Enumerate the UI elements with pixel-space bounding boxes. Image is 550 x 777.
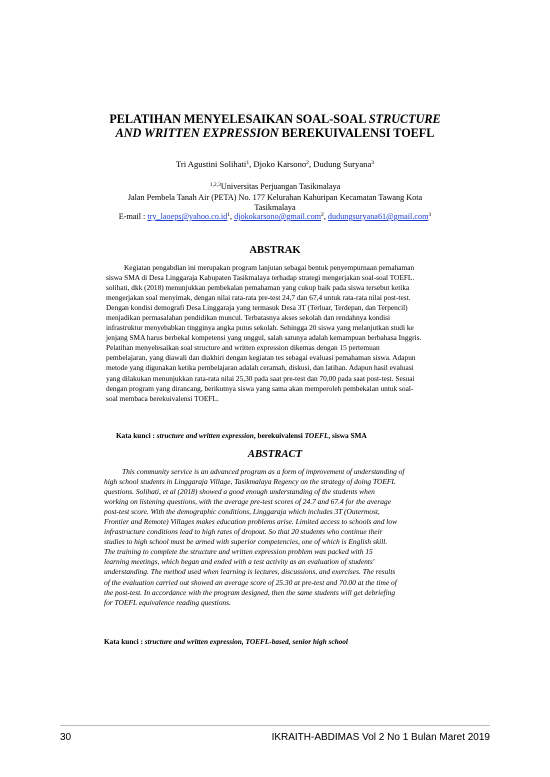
abstract-line: This community service is an advanced program as a form of improvement of understanding of [122,467,405,476]
author-separator: , [249,159,254,169]
author-separator: , [308,159,314,169]
author-list [60,159,490,169]
page-number: 30 [60,732,72,743]
keywords-italic: structure and written expression, TOEFL-based, senior high school [144,637,348,646]
abstract-line: studies to high school must be armed with superior competencies, one of which is English skill. [104,537,388,547]
title-line1-plain: PELATIHAN MENYELESAIKAN SOAL-SOAL [109,112,369,126]
abstrak-line: Pelatihan menyelesaikan soal structure and written expression dikemas dengan 15 pertemuan [106,343,380,353]
abstract-line: post-test score. With the demographic conditions, Linggaraja which includes 3T (Outermost, [104,507,380,517]
author-name: Dudung Suryana [313,159,372,169]
email-line [40,212,510,221]
email-label: E-mail : [118,212,148,221]
abstrak-line: pembelajaran, yang diawali dan diakhiri dengan kegiatan tes sebagai evaluasi pemahaman siswa. Adapun [106,353,416,363]
abstract-keywords [104,637,444,646]
keywords-italic: TOEFL [304,431,329,440]
abstrak-line: menjadikan permasalahan pendidikan muncul. Terbatasnya akses sekolah dan rendahnya kondisi [106,313,391,323]
abstrak-line: siswa SMA di Desa Linggaraja Kabupaten Tasikmalaya terhadap strategi mengerjakan soal-soal TOEFL. [106,273,415,283]
address-line: Tasikmalaya [254,203,296,213]
abstrak-line: soal membaca berekuivalensi TOEFL. [106,393,219,403]
affiliation [60,180,490,214]
email-link[interactable]: djokokarsono@gmail.com [234,212,322,221]
abstract-line: Frontier and Remote) Villages makes education problems arise. Limited access to schools and low [104,517,398,527]
abstract-line: the post-test. In accordance with the program designed, then the same students will get debriefing [104,587,396,597]
abstrak-line: Kegiatan pengabdian ini merupakan program lanjutan sebagai bentuk penyempurnaan pemahaman [124,263,415,272]
keywords-italic: structure and written expression [156,431,254,440]
abstract-heading: ABSTRACT [247,449,303,460]
author-name: Tri Agustini Solihati [175,159,247,169]
author-sup: 2 [306,160,309,166]
title-line2-italic: AND WRITTEN EXPRESSION [115,126,279,140]
email-sup: 1 [227,212,231,218]
abstract-line: The training to complete the structure and written expression problem was packed with 15 [104,547,373,557]
author-name: Djoko Karsono [253,159,307,169]
abstrak-line: yang dilakukan menunjukkan rata-rata nilai 25,30 pada saat pre-test dan 70,00 pada saat post-test. Sesuai [106,373,415,383]
abstrak-line: infrastruktur menyebabkan tingginya angka putus sekolah. Sehingga 20 siswa yang melanjutkan studi ke [106,323,414,333]
paper-title [95,112,455,140]
email-link[interactable]: dudungsuryana61@gmail.com [327,212,429,221]
author-sup: 1 [246,160,250,166]
abstrak-keywords [116,431,446,440]
abstract-body [104,467,445,608]
abstract-line: working on listening questions, with the average pre-test scores of 24.7 and 67.4 for the average [104,497,391,507]
affiliation-sup: 1,2,3 [209,182,221,188]
abstract-line: questions. Solihati, et al (2018) showed a good enough understanding of the students when [104,487,375,497]
email-sup: 2 [321,212,324,218]
abstrak-line: jenjang SMA harus berbekal kompetensi yang unggul, salah satunya adalah kemampuan berbahasa Inggris. [106,333,422,343]
journal-footer: IKRAITH-ABDIMAS Vol 2 No 1 Bulan Maret 2019 [271,732,490,743]
keywords-text: , siswa SMA [328,431,367,440]
author-sup: 3 [371,160,375,166]
keywords-label: Kata kunci : [116,431,157,440]
abstrak-line: metode yang digunakan ketika pembelajaran adalah ceramah, diskusi, dan latihan. Adapun hasil evaluasi [106,363,414,373]
email-separator: , [230,212,235,221]
abstract-line: learning meetings, which began and ended with a test activity as an evaluation of students' [104,557,375,567]
abstract-line: high school students in Linggaraja Village, Tasikmalaya Regency on the strategy of doing TOEFL [104,477,396,487]
abstrak-line: mengerjakan soal menyimak, dengan nilai rata-rata pre-test 24,7 dan 67,4 untuk rata-rata nilai post-test. [106,293,411,303]
abstract-line: of the evaluation carried out showed an average score of 25.30 at pre-test and 70.00 at the time of [104,577,397,587]
abstract-line: infrastructure conditions lead to high rates of dropout. So that 20 students who continue their [104,527,383,537]
abstrak-heading: ABSTRAK [249,245,301,256]
abstract-line: understanding. The method used when learning is lectures, discussions, and exercises. The results [104,567,396,577]
university-name: Universitas Perjuangan Tasikmalaya [220,182,341,191]
footer-divider [60,725,490,726]
keywords-text: , berekuivalensi [253,431,305,440]
title-line1-italic: STRUCTURE [368,112,441,126]
abstrak-line: solihati, dkk (2018) menunjukkan pembekalan pemahaman yang cukup baik pada siswa tersebut ketika [106,283,410,293]
title-line2-plain: BEREKUIVALENSI TOEFL [278,126,435,140]
abstrak-line: dengan program yang dirancang, berikutnya siswa yang sama akan memperoleh pembekalan untuk soal- [106,383,414,393]
email-sup: 3 [428,212,432,218]
abstrak-line: Dengan kondisi demografi Desa Linggaraja yang termasuk Desa 3T (Terluar, Terdepan, dan Terpencil) [106,303,408,313]
abstrak-body [106,263,445,404]
email-separator: , [323,212,328,221]
address-line: Jalan Pembela Tanah Air (PETA) No. 177 Kelurahan Kahuripan Kecamatan Tawang Kota [127,192,423,202]
abstract-line: for TOEFL equivalence reading questions. [104,597,231,607]
email-link[interactable]: try_laoeps@yahoo.co.id [147,212,228,221]
keywords-label: Kata kunci : [104,637,145,646]
